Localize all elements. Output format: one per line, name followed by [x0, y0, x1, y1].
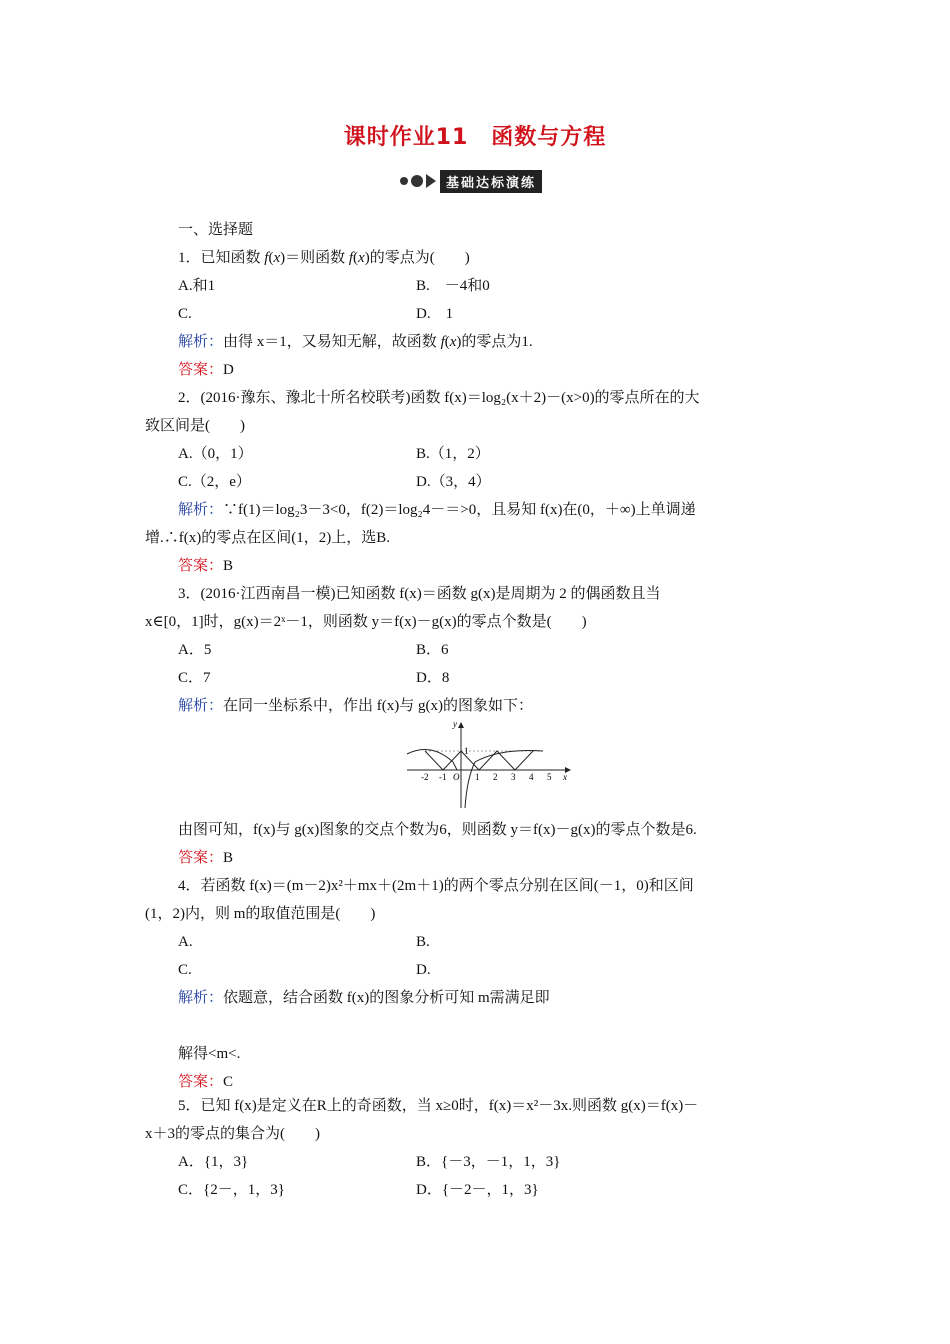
q4-option-b: B. [416, 934, 430, 950]
y-axis-label: y [453, 719, 457, 729]
q1-answer: 答案：D [178, 362, 234, 378]
q2-solution-line2: 增.∴f(x)的零点在区间(1，2)上，选B. [145, 530, 390, 546]
origin-label: O [453, 772, 460, 782]
q3-option-d: D．8 [416, 670, 450, 686]
dot-icon [411, 175, 423, 187]
q3-stem-line2: x∈[0，1]时，g(x)＝2ˣ－1，则函数 y＝f(x)－g(x)的零点个数是( ) [145, 614, 587, 630]
x-tick-label: -1 [439, 772, 447, 782]
q2-option-a: A.（0，1） [178, 446, 253, 462]
q2-option-b: B.（1，2） [416, 446, 490, 462]
q4-option-d: D. [416, 962, 431, 978]
x-tick-label: -2 [421, 772, 429, 782]
q1-option-d: D. 1 [416, 306, 454, 322]
y-axis-arrow-icon [458, 722, 464, 728]
q2-answer: 答案：B [178, 558, 234, 574]
dot-icon [400, 177, 408, 185]
q5-option-a: A．{1，3} [178, 1154, 249, 1170]
q2-solution-line1: 解析：∵f(1)＝log₂3－3<0，f(2)＝log₂4－＝>0，且易知 f(x)在(0，＋∞)上单调递 [178, 502, 696, 518]
q4-stem-line2: (1，2)内，则 m的取值范围是( ) [145, 906, 376, 922]
x-tick-label: 3 [511, 772, 516, 782]
q3-option-c: C．7 [178, 670, 211, 686]
q3-option-b: B．6 [416, 642, 449, 658]
q3-conclusion: 由图可知，f(x)与 g(x)图象的交点个数为6，则函数 y＝f(x)－g(x)的零点个数是6. [178, 822, 697, 838]
q4-option-a: A. [178, 934, 193, 950]
section-banner [400, 170, 542, 192]
x-tick-label: 4 [529, 772, 534, 782]
q5-option-d: D．{－2－，1，3} [416, 1182, 539, 1198]
q3-stem-line1: 3．(2016·江西南昌一模)已知函数 f(x)＝函数 g(x)是周期为 2 的偶函数且当 [178, 586, 661, 602]
x-tick-label: 2 [493, 772, 498, 782]
q1-solution: 解析：由得 x＝1，又易知无解，故函数 f(x)的零点为1. [178, 334, 533, 350]
q1-option-a: A.和1 [178, 278, 216, 294]
q2-stem-line1: 2．(2016·豫东、豫北十所名校联考)函数 f(x)＝log₂(x＋2)－(x>0)的零点所在的大 [178, 390, 700, 406]
q3-option-a: A．5 [178, 642, 212, 658]
q4-option-c: C. [178, 962, 192, 978]
q2-option-d: D.（3，4） [416, 474, 491, 490]
q2-stem-line2: 致区间是( ) [145, 418, 245, 434]
q2-option-c: C.（2，e） [178, 474, 251, 490]
q5-option-c: C．{2－，1，3} [178, 1182, 285, 1198]
y-tick-label: 1 [464, 746, 469, 756]
q5-stem-line2: x＋3的零点的集合为( ) [145, 1126, 320, 1142]
x-tick-label: 1 [475, 772, 480, 782]
function-graph [405, 718, 573, 810]
q3-answer: 答案：B [178, 850, 234, 866]
x-tick-labels [421, 772, 552, 782]
q4-solution-result: 解得<m<. [178, 1046, 241, 1062]
q1-option-c: C. [178, 306, 192, 322]
q1-stem: 1．已知函数 f(x)＝则函数 f(x)的零点为( ) [178, 250, 470, 266]
q4-solution: 解析：依题意，结合函数 f(x)的图象分析可知 m需满足即 [178, 990, 550, 1006]
q1-option-b: B. －4和0 [416, 278, 490, 294]
banner-text: 基础达标演练 [440, 170, 542, 193]
q5-option-b: B．{－3，－1，1，3} [416, 1154, 561, 1170]
x-tick-label: 5 [547, 772, 552, 782]
q3-solution: 解析：在同一坐标系中，作出 f(x)与 g(x)的图象如下： [178, 698, 533, 714]
q4-stem-line1: 4．若函数 f(x)＝(m－2)x²＋mx＋(2m＋1)的两个零点分别在区间(－1，0)和区间 [178, 878, 694, 894]
x-axis-label: x [563, 772, 567, 782]
q4-answer: 答案：C [178, 1074, 234, 1090]
f-curve-left [407, 750, 457, 771]
q5-stem-line1: 5．已知 f(x)是定义在R上的奇函数，当 x≥0时，f(x)＝x²－3x.则函数 g(x)＝f(x)－ [178, 1098, 699, 1114]
arrow-icon [426, 174, 436, 188]
page-title: 课时作业11 函数与方程 [343, 125, 607, 150]
section-heading: 一、选择题 [178, 222, 254, 238]
